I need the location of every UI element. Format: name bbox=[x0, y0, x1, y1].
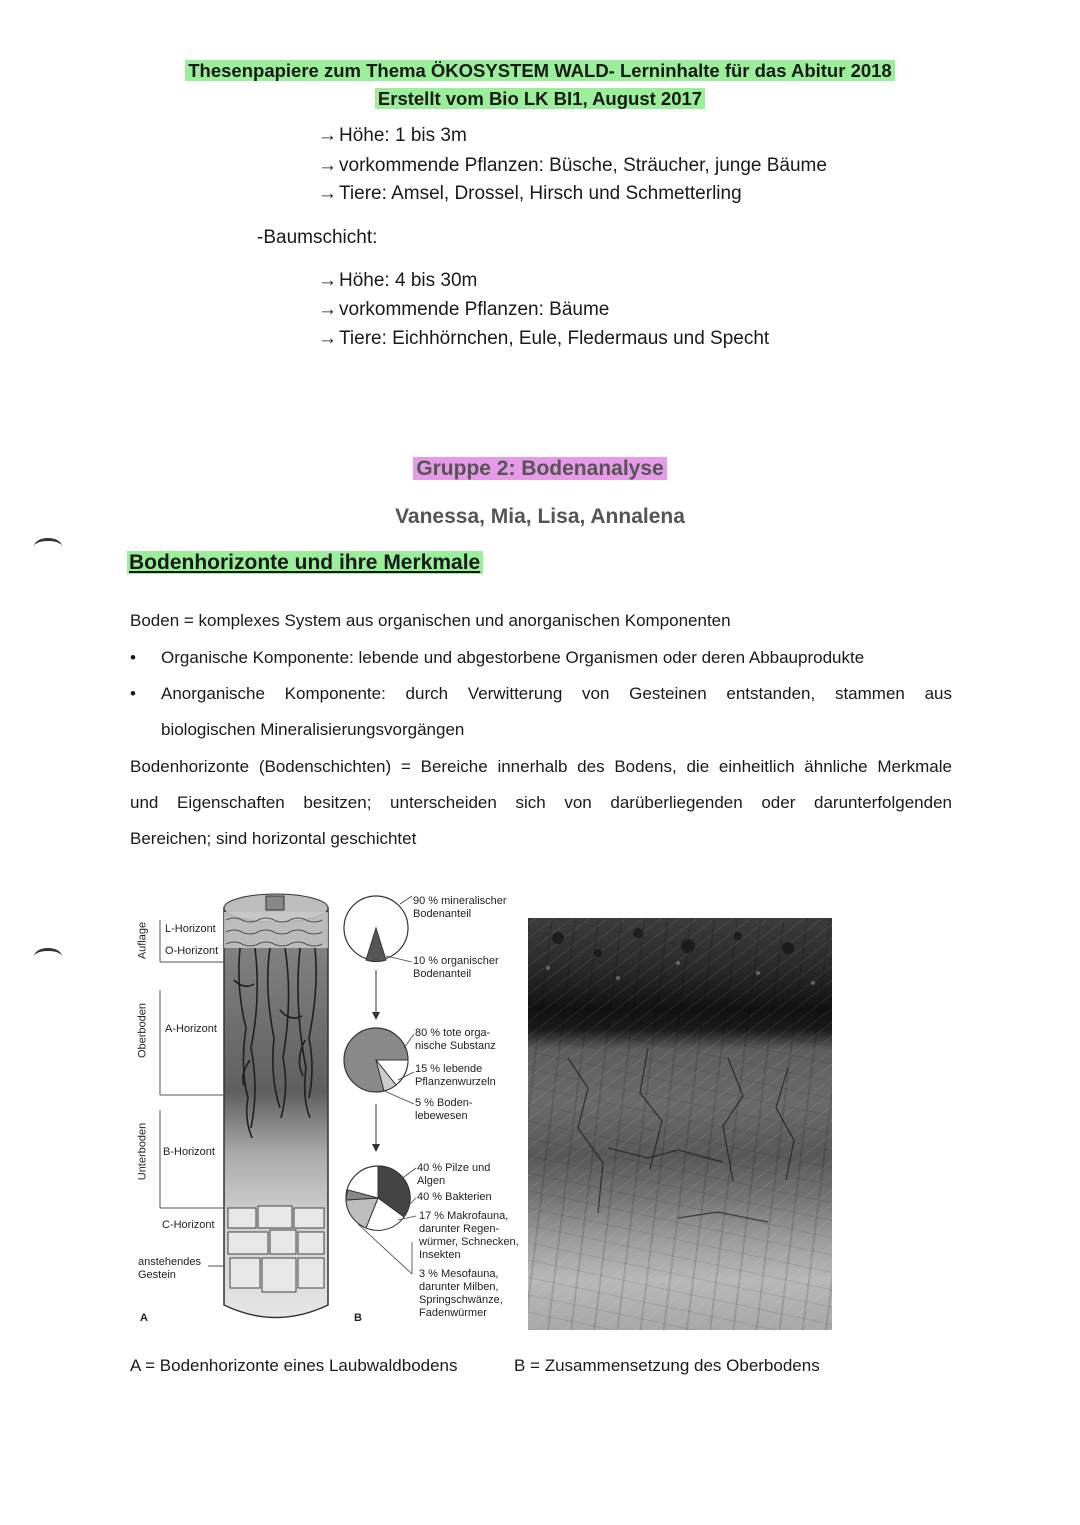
pie2-label-organisms: 5 % Boden- lebewesen bbox=[415, 1097, 473, 1122]
punch-hole-top bbox=[34, 538, 62, 555]
bullet-dot: • bbox=[130, 684, 136, 703]
strauch-item-animals: → Tiere: Amsel, Drossel, Hirsch und Schmetterling bbox=[318, 183, 742, 204]
section-heading: Bodenhorizonte und ihre Merkmale bbox=[127, 551, 483, 574]
strauch-item-height: → Höhe: 1 bis 3m bbox=[318, 125, 467, 146]
pie2-label-dead: 80 % tote orga- nische Substanz bbox=[415, 1027, 496, 1052]
pie3-label-fungi: 40 % Pilze und Algen bbox=[417, 1162, 491, 1187]
horizons-line-1: Bodenhorizonte (Bodenschichten) = Bereiche innerhalb des Bodens, die einheitlich ähnliche Merkmale bbox=[130, 757, 952, 776]
pie1-label-organic: 10 % organischer Bodenanteil bbox=[413, 955, 499, 980]
baum-item-animals: → Tiere: Eichhörnchen, Eule, Fledermaus und Specht bbox=[318, 328, 770, 349]
arrow-icon: → bbox=[318, 125, 337, 146]
pie3-label-macrofauna: 17 % Makrofauna, darunter Regen- würmer, Schnecken, Insekten bbox=[419, 1210, 519, 1261]
pie3-label-mesofauna: 3 % Mesofauna, darunter Milben, Springschwänze, Fadenwürmer bbox=[419, 1268, 503, 1319]
arrow-icon: → bbox=[318, 183, 337, 204]
definition-text: Boden = komplexes System aus organischen und anorganischen Komponenten bbox=[130, 611, 731, 630]
section-heading-row bbox=[127, 551, 483, 575]
baum-label: -Baumschicht: bbox=[257, 227, 378, 248]
side-label-oberboden: Oberboden bbox=[136, 1002, 149, 1059]
label-b-horizont: B-Horizont bbox=[163, 1146, 215, 1158]
soil-profile-photo bbox=[528, 918, 832, 1330]
group-title-row bbox=[0, 457, 1080, 481]
figure-b bbox=[338, 890, 528, 1330]
horizons-line-3: Bereichen; sind horizontal geschichtet bbox=[130, 829, 417, 848]
group-title: Gruppe 2: Bodenanalyse bbox=[413, 457, 666, 480]
horizons-line-2: und Eigenschaften besitzen; unterscheiden sich von darüberliegenden oder darunterfolgenden bbox=[130, 793, 952, 812]
figure-a-letter: A bbox=[140, 1312, 148, 1324]
bullet-inorganic-cont: biologischen Mineralisierungsvorgängen bbox=[161, 720, 465, 739]
caption-b: B = Zusammensetzung des Oberbodens bbox=[514, 1356, 820, 1375]
arrow-icon: → bbox=[318, 299, 337, 320]
baum-item-height: → Höhe: 4 bis 30m bbox=[318, 270, 478, 291]
figure-b-letter: B bbox=[354, 1312, 362, 1324]
label-c-horizont: C-Horizont bbox=[162, 1219, 215, 1231]
document-subheader bbox=[0, 88, 1080, 110]
pie1-label-mineral: 90 % mineralischer Bodenanteil bbox=[413, 895, 507, 920]
figure-a bbox=[130, 890, 340, 1330]
punch-hole-bottom bbox=[34, 948, 62, 965]
side-label-unterboden: Unterboden bbox=[136, 1122, 149, 1181]
label-a-horizont: A-Horizont bbox=[165, 1023, 217, 1035]
arrow-icon: → bbox=[318, 328, 337, 349]
bullet-dot: • bbox=[130, 648, 136, 667]
pie2-label-roots: 15 % lebende Pflanzenwurzeln bbox=[415, 1063, 496, 1088]
pie3-label-bacteria: 40 % Bakterien bbox=[417, 1191, 492, 1203]
photo-texture bbox=[528, 918, 832, 1330]
side-label-auflage: Auflage bbox=[136, 921, 149, 960]
label-o-horizont: O-Horizont bbox=[165, 945, 219, 957]
strauch-item-plants: → vorkommende Pflanzen: Büsche, Sträucher, junge Bäume bbox=[318, 155, 827, 176]
header-line-1: Thesenpapiere zum Thema ÖKOSYSTEM WALD- Lerninhalte für das Abitur 2018 bbox=[185, 60, 894, 81]
label-l-horizont: L-Horizont bbox=[165, 923, 216, 935]
caption-a: A = Bodenhorizonte eines Laubwaldbodens bbox=[130, 1356, 458, 1375]
arrow-icon: → bbox=[318, 155, 337, 176]
header-line-2: Erstellt vom Bio LK BI1, August 2017 bbox=[375, 88, 705, 109]
baum-item-plants: → vorkommende Pflanzen: Bäume bbox=[318, 299, 610, 320]
document-header bbox=[0, 60, 1080, 82]
group-members: Vanessa, Mia, Lisa, Annalena bbox=[395, 505, 685, 528]
arrow-icon: → bbox=[318, 270, 337, 291]
label-bedrock: anstehendes Gestein bbox=[138, 1256, 201, 1281]
